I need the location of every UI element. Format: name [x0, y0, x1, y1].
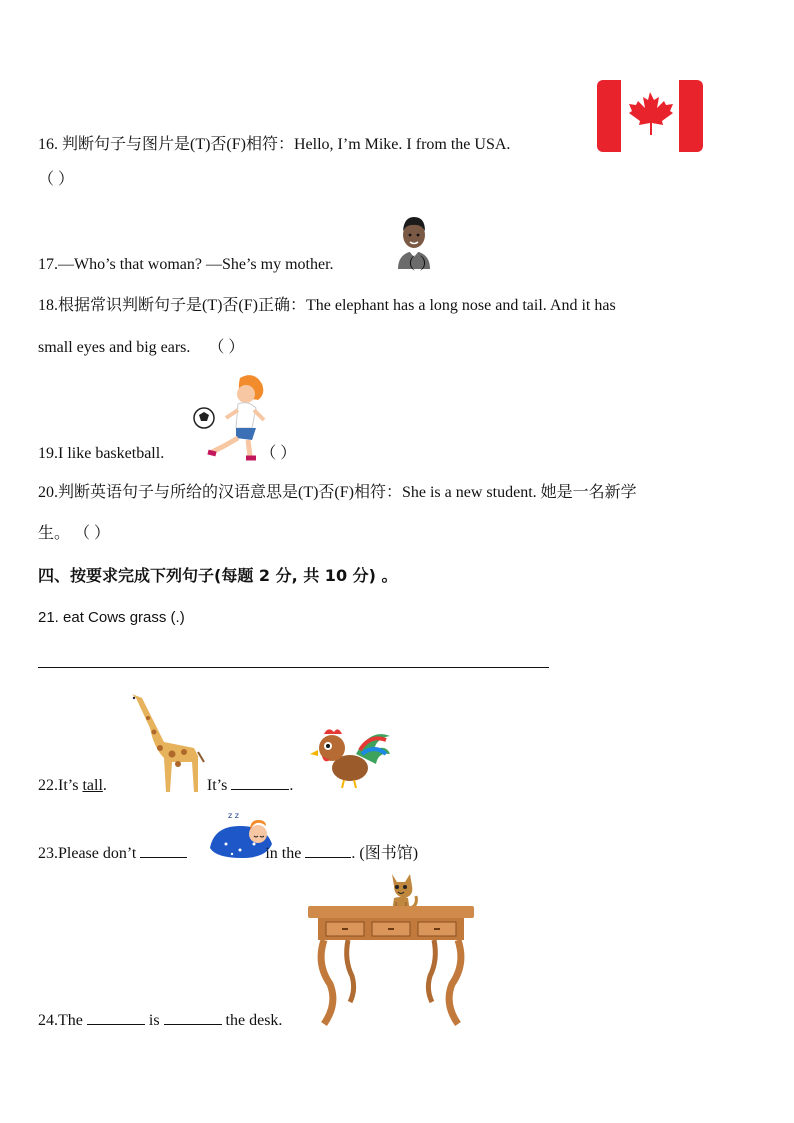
question-24-blank-2[interactable]	[164, 1010, 222, 1025]
question-23	[38, 843, 418, 864]
canada-flag-image	[597, 80, 703, 152]
question-24-blank-1[interactable]	[87, 1010, 145, 1025]
question-22-prefix: 22.It’s	[38, 777, 83, 794]
question-20-line1: 20.判断英语句子与所给的汉语意思是(T)否(F)相符：She is a new student. 她是一名新学	[38, 484, 637, 501]
question-18-line2-text: small eyes and big ears.	[38, 339, 191, 356]
question-19	[38, 444, 296, 464]
question-22-underlined-word: tall	[82, 777, 103, 794]
question-21-answer-line[interactable]	[38, 667, 549, 668]
question-24-prefix: 24.The	[38, 1012, 83, 1029]
question-23-prefix: 23.Please don’t	[38, 845, 137, 862]
question-19-answer-paren[interactable]: （ ）	[260, 445, 297, 462]
question-23-middle: in the	[265, 845, 302, 862]
question-16	[38, 135, 510, 155]
question-20-answer-paren[interactable]: （ ）	[74, 525, 111, 542]
question-22-suffix: .	[102, 777, 107, 794]
svg-text:z z: z z	[228, 811, 239, 820]
question-17-answer-paren[interactable]: （ ）	[399, 256, 436, 273]
question-20-line2-text: 生。	[38, 525, 71, 542]
question-24-end: the desk.	[225, 1012, 283, 1029]
question-16-answer-paren[interactable]: （ ）	[38, 171, 75, 188]
question-18-answer-paren[interactable]: （ ）	[208, 339, 245, 356]
question-23-end: . (图书馆)	[351, 845, 419, 862]
question-19-text: 19.I like basketball.	[38, 445, 165, 462]
desk-image	[308, 904, 474, 1026]
question-18-line2	[38, 338, 244, 358]
rooster-image	[310, 724, 392, 790]
question-23-blank-2[interactable]	[305, 843, 351, 858]
question-22-its: It’s	[206, 777, 228, 794]
question-22-blank[interactable]	[231, 775, 289, 790]
question-17	[38, 255, 436, 275]
section-4-heading: 四、按要求完成下列句子(每题 2 分, 共 10 分) 。	[38, 566, 398, 585]
question-24	[38, 1010, 282, 1031]
question-22-end: .	[289, 777, 294, 794]
question-24-middle: is	[148, 1012, 160, 1029]
question-16-text: 16. 判断句子与图片是(T)否(F)相符：Hello, I’m Mike. I from the USA.	[38, 136, 511, 153]
question-22	[38, 775, 293, 796]
question-20-line2	[38, 524, 110, 544]
question-21: 21. eat Cows grass (.)	[38, 609, 185, 626]
question-23-blank-1[interactable]	[140, 843, 187, 858]
question-17-text: 17.—Who’s that woman? —She’s my mother.	[38, 256, 334, 273]
question-18-line1: 18.根据常识判断句子是(T)否(F)正确：The elephant has a long nose and tail. And it has	[38, 297, 616, 314]
